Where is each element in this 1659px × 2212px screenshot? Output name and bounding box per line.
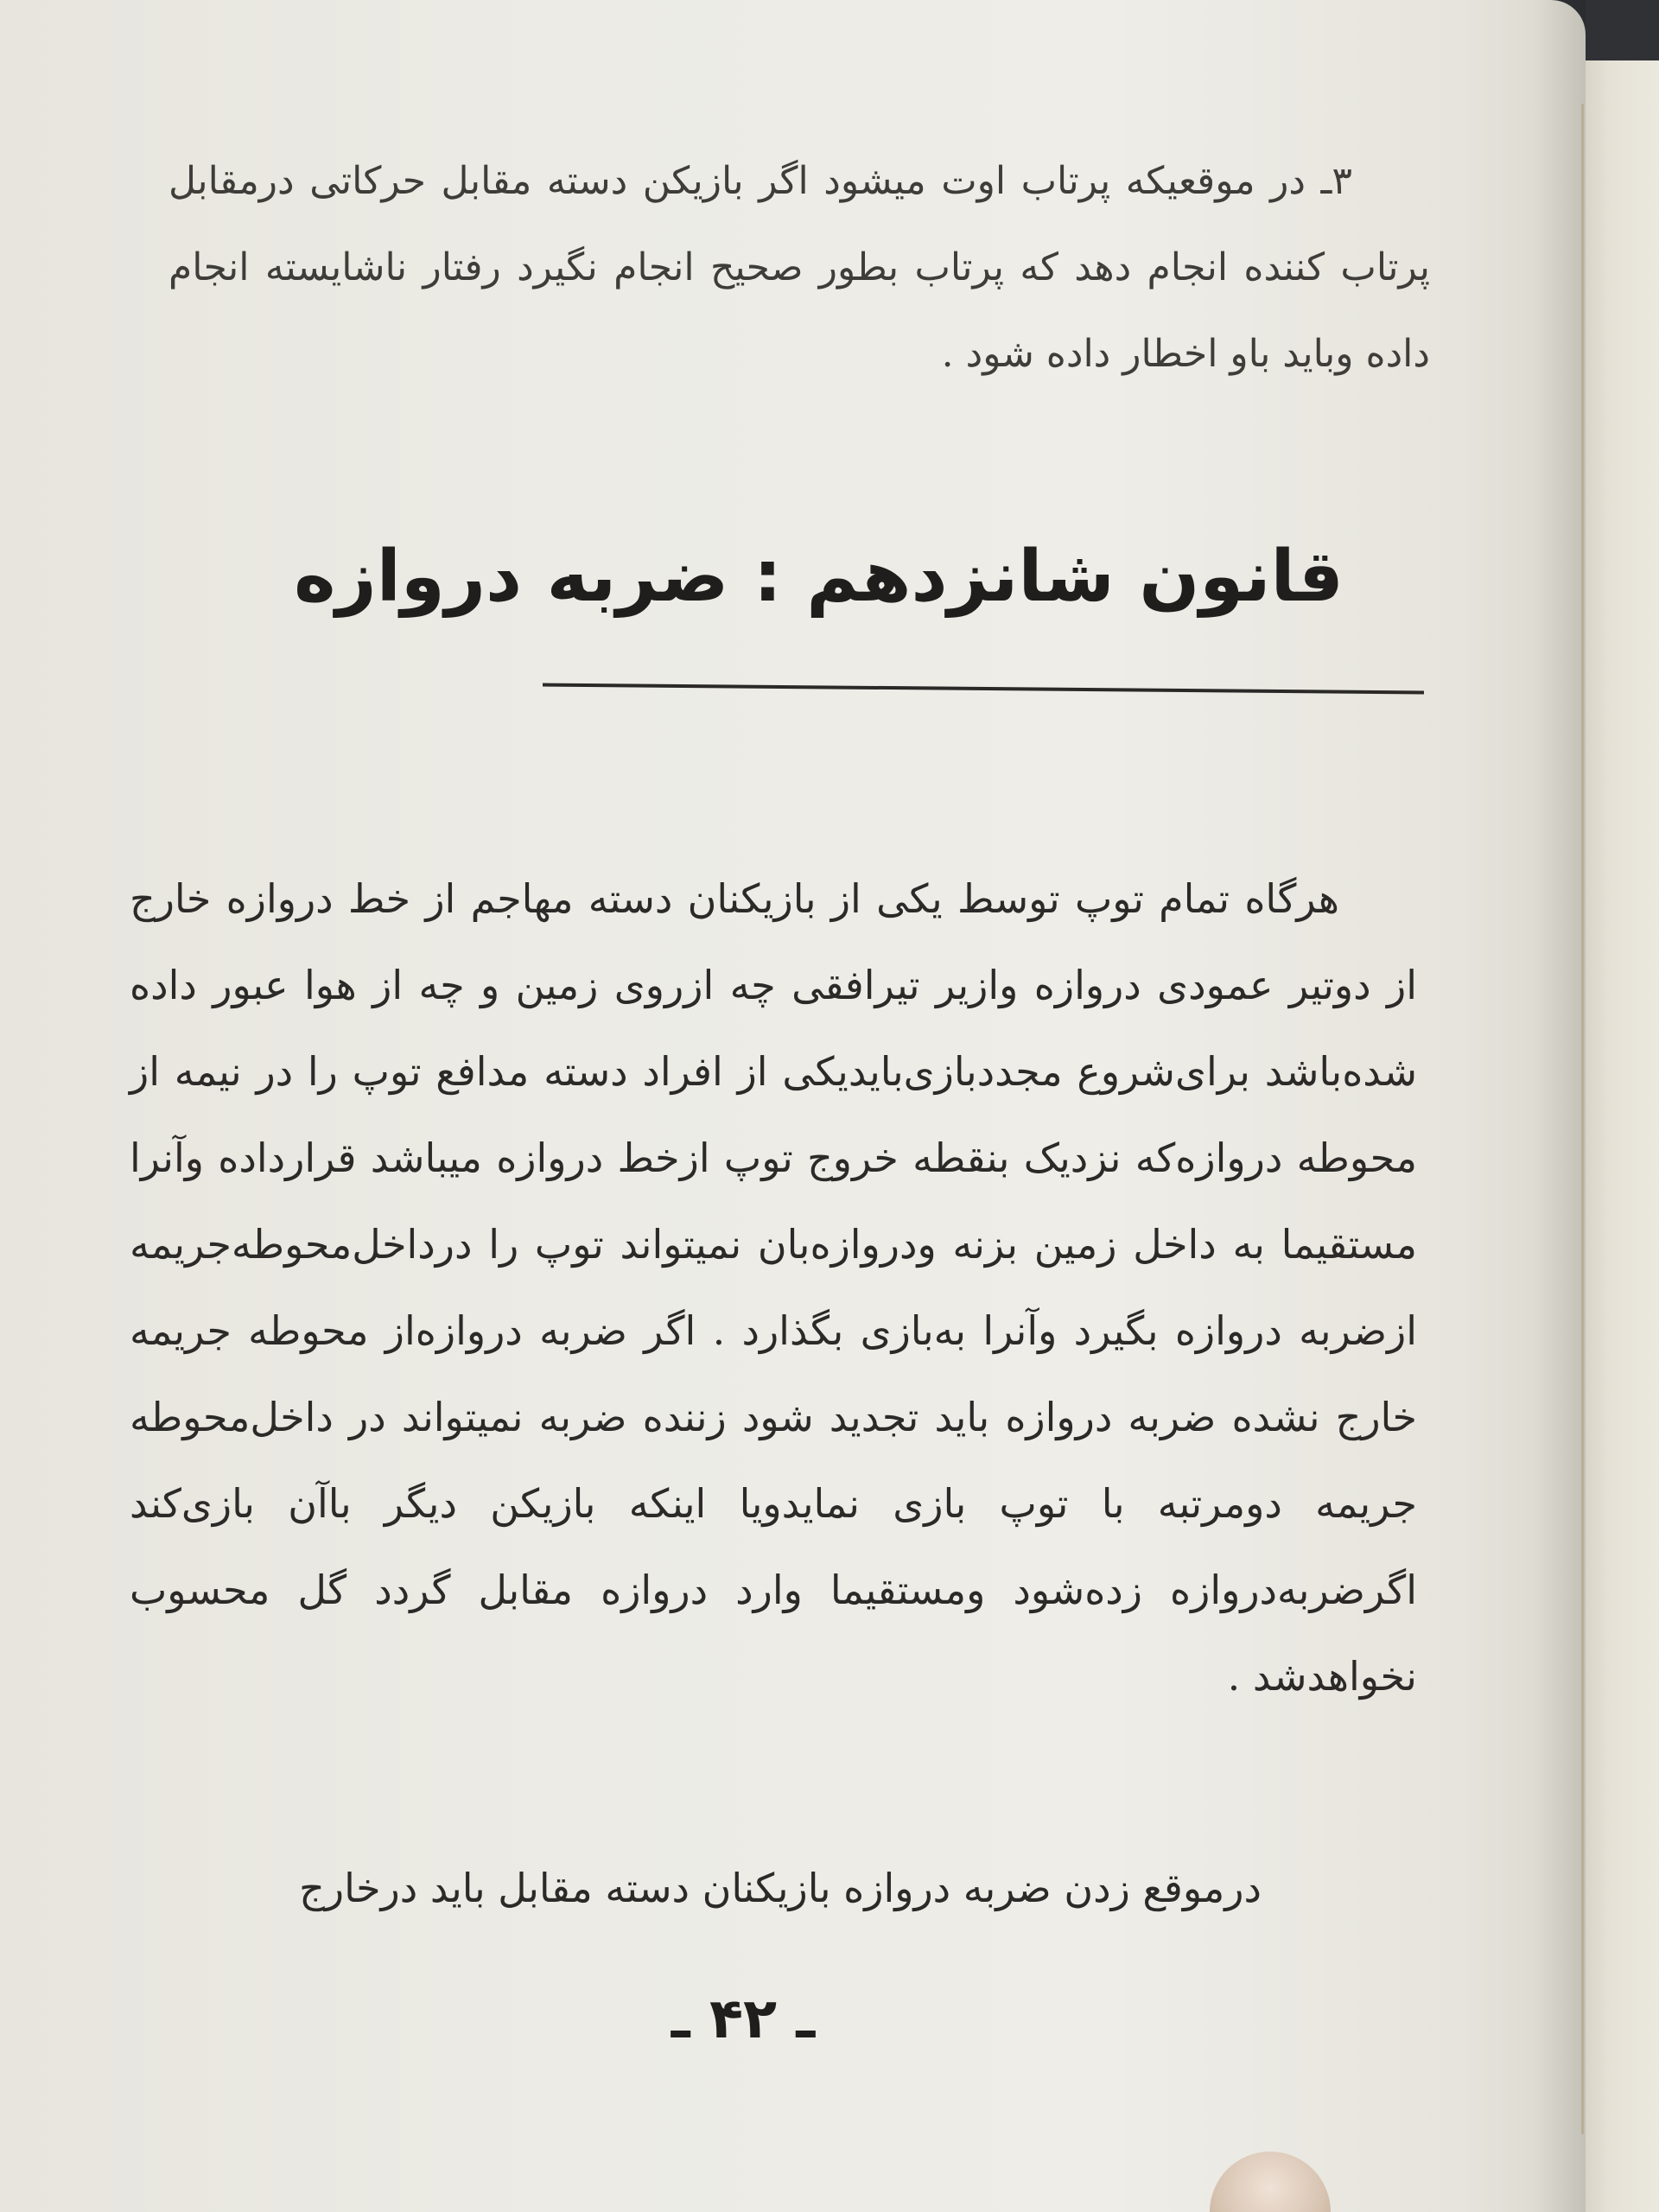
continuation-paragraph-text: درموقع زدن ضربه دروازه بازیکنان دسته مقابل باید درخارج: [299, 1865, 1262, 1911]
rule-paragraph-3-text: ۳ـ در موقعیکه پرتاب اوت میشود اگر بازیکن دسته مقابل حرکاتی درمقابل پرتاب کننده انجام دهد که پرتاب بطور صحیح انجام نگیرد رفتار ناشایسته انجام داده وباید باو اخطار داده شود .: [168, 159, 1430, 376]
adjacent-page-edge: [1577, 60, 1659, 2212]
goal-kick-paragraph: [130, 855, 1417, 1719]
continuation-paragraph: [104, 1845, 1339, 1931]
goal-kick-paragraph-text: هرگاه تمام توپ توسط یکی از بازیکنان دسته مهاجم از خط دروازه خارج از دوتیر عمودی دروازه وازیر تیرافقی چه ازروی زمین و چه از هوا عبور داده شده‌باشد برای‌شروع مجددبازی‌بایدیکی از افراد دسته مدافع توپ را در نیمه از محوطه دروازه‌که نزدیک بنقطه خروج توپ ازخط دروازه میباشد قرارداده وآنرا مستقیما به داخل زمین بزنه ودروازه‌بان نمیتواند توپ را درداخل‌محوطه‌جریمه ازضربه دروازه بگیرد وآنرا به‌بازی بگذارد . اگر ضربه دروازه‌از محوطه جریمه خارج نشده ضربه دروازه باید تجدید شود زننده ضربه نمیتواند در داخل‌محوطه جریمه دومرتبه با توپ بازی نمایدویا اینکه بازیکن دیگر باآن بازی‌کند اگرضربه‌دروازه زده‌شود ومستقیما وارد دروازه مقابل گردد گل محسوب نخواهدشد .: [130, 875, 1417, 1700]
page-fold-line: [1581, 104, 1584, 2134]
rule-paragraph-3: [168, 138, 1430, 397]
heading-underline: [543, 683, 1424, 695]
page-number: ـ ۴۲ ـ: [671, 1987, 816, 2051]
law-sixteen-heading: قانون شانزدهم : ضربه دروازه: [294, 536, 1344, 618]
